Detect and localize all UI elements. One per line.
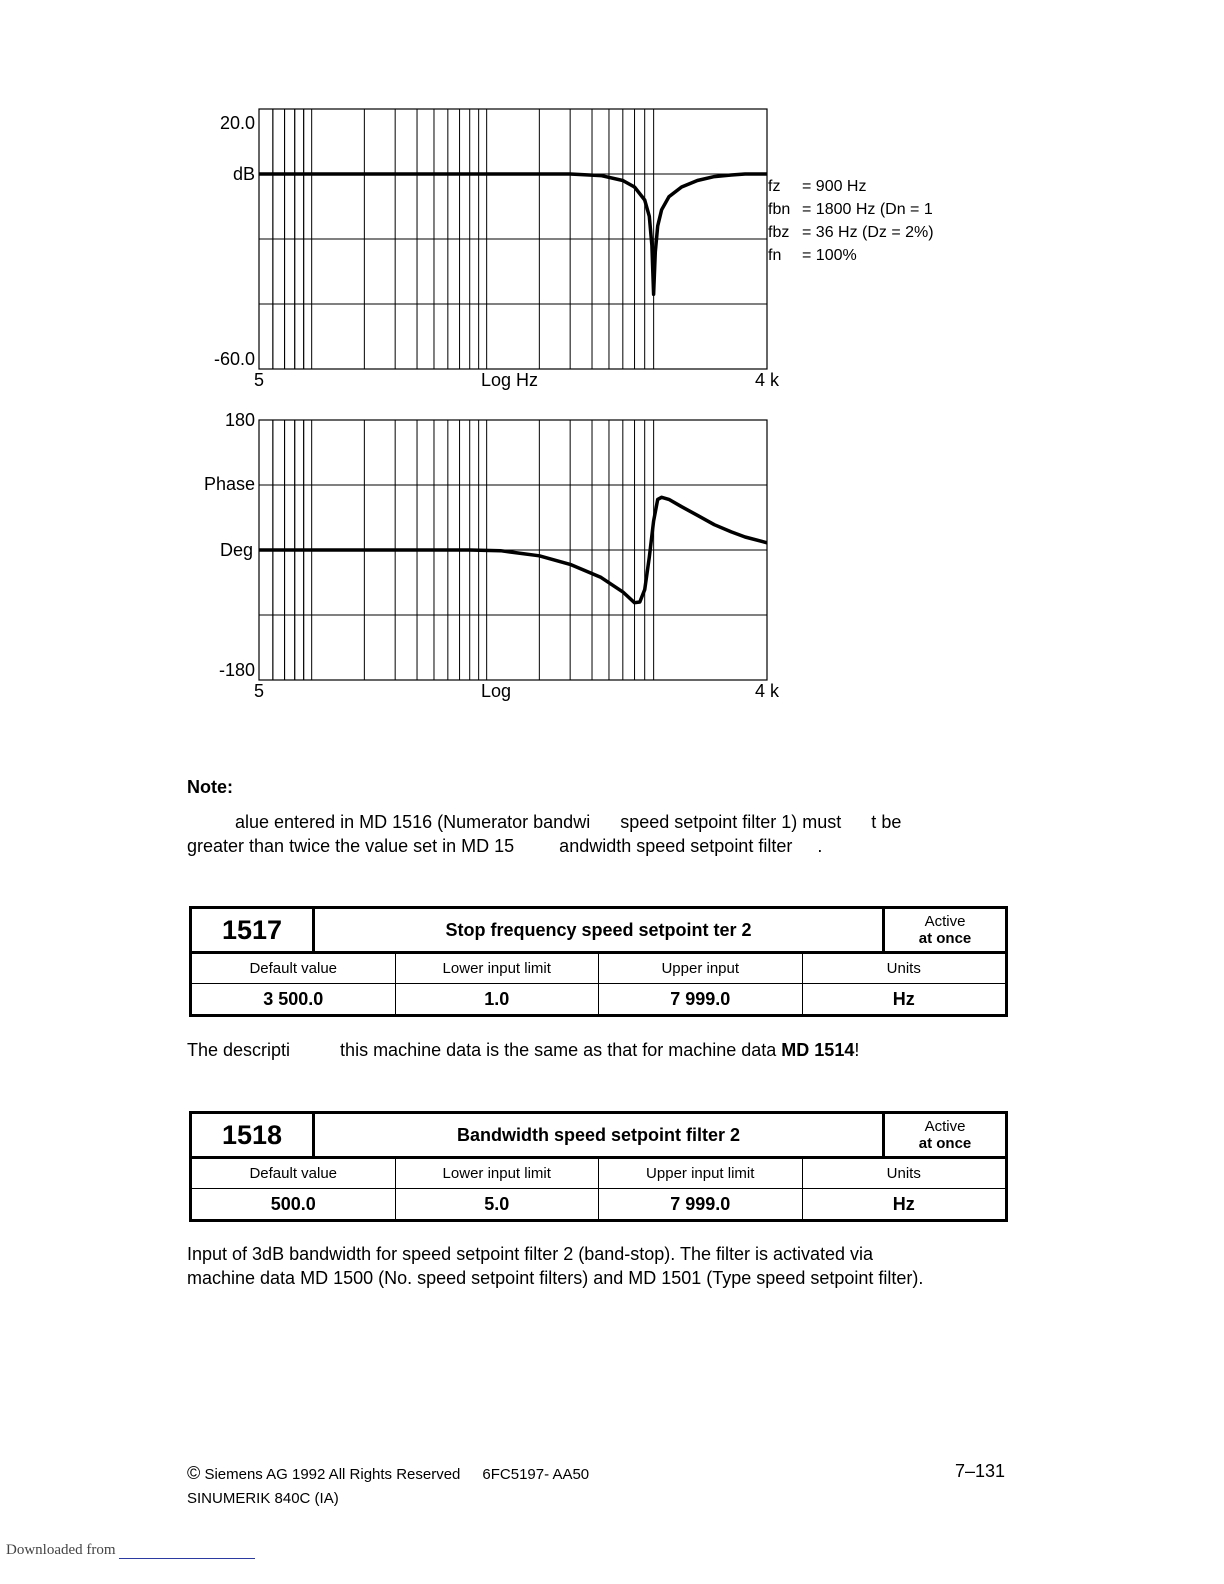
page-number: 7–131 [955,1461,1006,1481]
magnitude-chart [0,0,1224,400]
mag-xlabel-right: 4 k [755,370,780,390]
phase-xlabel-left: 5 [254,681,265,701]
md-table-header [192,1114,1005,1159]
filter-parameters [768,175,934,267]
md-1517-table [189,906,1008,1017]
md-title: Stop frequency speed setpoint ter 2 [445,919,752,940]
value-lower-limit: 5.0 [396,1189,600,1219]
header-units: Units [886,960,921,977]
param-value: = 100% [802,247,857,264]
header-lower-limit: Lower input limit [396,1159,600,1188]
mag-ylabel-bottom: -60.0 [213,349,255,369]
md-table-header [192,909,1005,954]
value-lower-limit: 1.0 [396,984,600,1014]
note-line: greater than twice the value set in MD 15 andwidth speed setpoint filter . [187,836,823,856]
phase-ylabel-phase: Phase [203,474,255,494]
param-value: = 1800 Hz (Dn = 1 [802,201,933,218]
value-default: 3 500.0 [192,984,396,1014]
phase-xlabel-right: 4 k [755,681,780,701]
downloaded-from [6,1542,255,1559]
md-column-headers [192,954,1005,984]
param-row [768,221,934,244]
phase-ylabel-bottom: -180 [218,660,255,680]
value-upper-limit: 7 999.0 [599,1189,803,1219]
md-1518-table [189,1111,1008,1222]
activation-value: at once [918,930,972,947]
description-line: Input of 3dB bandwidth for speed setpoint filter 2 (band-stop). The filter is activated via [187,1244,874,1264]
phase-ylabel-top: 180 [224,410,255,430]
value-units: Hz [892,1193,915,1214]
md-column-headers [192,1159,1005,1189]
phase-xlabel-mid: Log [481,681,512,701]
description-line: machine data MD 1500 (No. speed setpoint filters) and MD 1501 (Type speed setpoint filter). [187,1268,924,1288]
note-line: alue entered in MD 1516 (Numerator bandwi speed setpoint filter 1) must t be [235,812,902,832]
description-suffix: ! [854,1040,860,1060]
param-key: fbn [768,201,791,218]
md-activation [882,909,1005,951]
downloaded-text: Downloaded from [6,1542,116,1558]
param-key: fz [768,178,781,195]
md-1518-description [187,1242,923,1290]
param-row [768,244,934,267]
value-upper-limit: 7 999.0 [599,984,803,1014]
param-row [768,175,934,198]
value-units: Hz [892,988,915,1009]
mag-xlabel-mid: Log Hz [481,370,539,390]
product-name: SINUMERIK 840C (IA) [187,1490,339,1507]
param-row [768,198,934,221]
magnitude-curve [259,174,767,294]
footer-copyright [187,1463,589,1484]
activation-value: at once [918,1135,972,1152]
header-units: Units [886,1165,921,1182]
activation-label: Active [924,913,966,930]
param-value: = 36 Hz (Dz = 2%) [802,224,934,241]
download-link[interactable] [119,1544,255,1559]
header-default-value: Default value [192,1159,396,1188]
param-key: fbz [768,224,790,241]
copyright-symbol: © [187,1463,201,1483]
header-default-value: Default value [192,954,396,983]
md-title: Bandwidth speed setpoint filter 2 [456,1124,741,1145]
md-1517-description [187,1038,859,1062]
copyright-text: Siemens AG 1992 All Rights Reserved [204,1466,461,1483]
value-default: 500.0 [192,1189,396,1219]
param-key: fn [768,247,782,264]
phase-chart [0,400,1224,720]
header-lower-limit: Lower input limit [396,954,600,983]
md-number: 1517 [192,909,315,951]
document-code: 6FC5197- AA50 [482,1466,590,1483]
md-values-row [192,1189,1005,1219]
note-text [187,810,987,858]
phase-ylabel-deg: Deg [219,540,253,560]
magnitude-grid [259,109,767,369]
param-value: = 900 Hz [802,178,867,195]
md-number: 1518 [192,1114,315,1156]
mag-ylabel-top: 20.0 [219,113,255,133]
description-md-ref: MD 1514 [781,1040,855,1060]
mag-xlabel-left: 5 [254,370,265,390]
header-upper-limit: Upper input limit [599,1159,803,1188]
md-values-row [192,984,1005,1014]
description-text: The descripti this machine data is the same as that for machine data [187,1040,782,1060]
note-heading: Note: [187,777,233,797]
activation-label: Active [924,1118,966,1135]
mag-ylabel-unit: dB [232,164,255,184]
header-upper-limit: Upper input [599,954,803,983]
md-activation [882,1114,1005,1156]
